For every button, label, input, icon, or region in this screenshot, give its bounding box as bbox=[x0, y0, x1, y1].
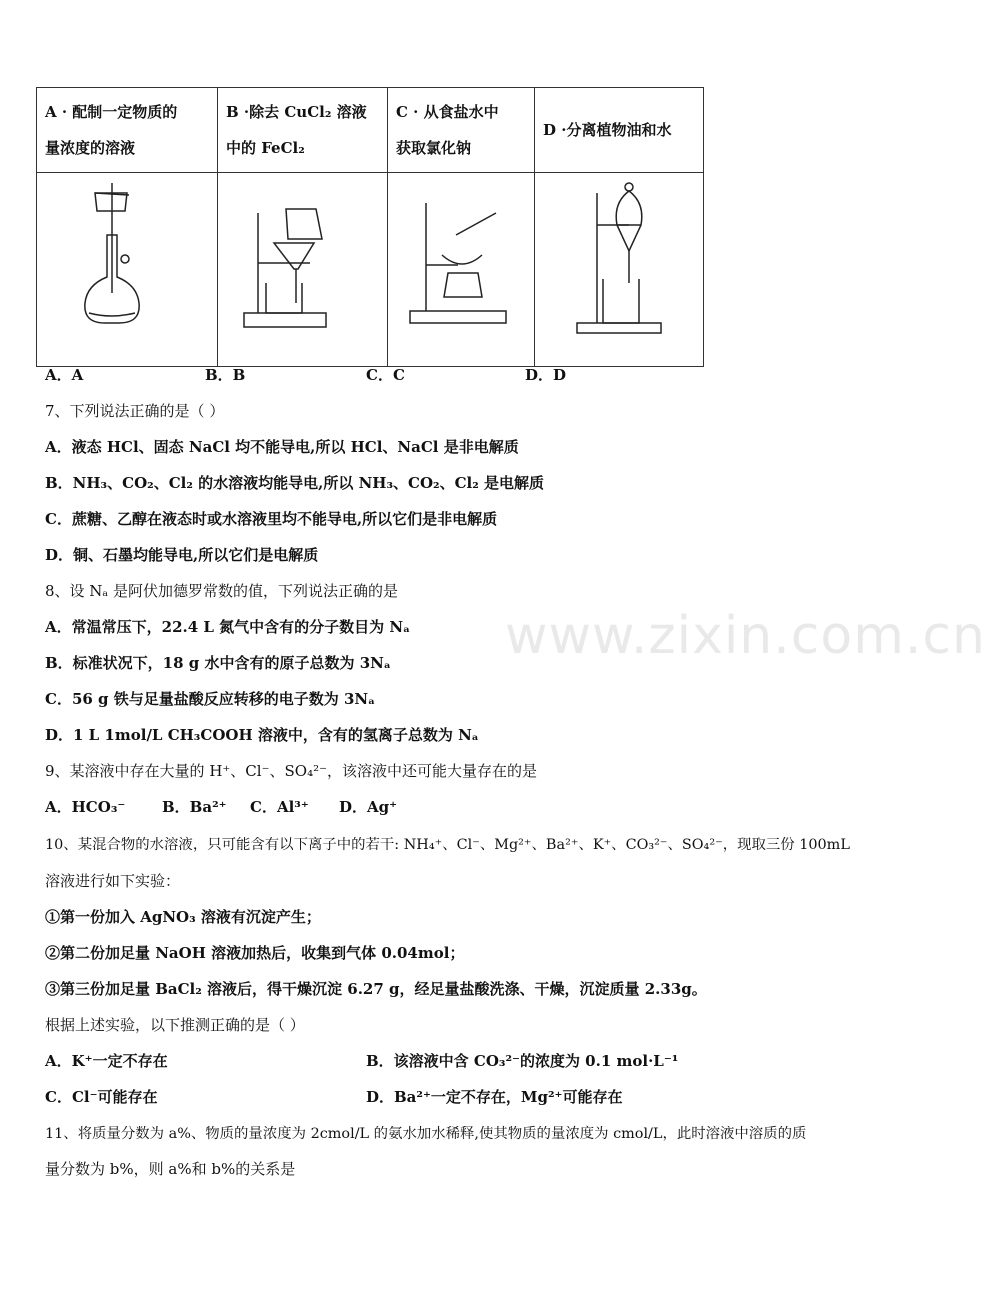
q9-option-b[interactable]: B．Ba²⁺ bbox=[162, 798, 227, 816]
filtration-figure bbox=[218, 173, 388, 367]
evaporation-figure bbox=[388, 173, 535, 367]
q8-option-a[interactable]: A．常温常压下，22.4 L 氮气中含有的分子数目为 Nₐ bbox=[45, 618, 411, 636]
q8-option-b[interactable]: B．标准状况下，18 g 水中含有的原子总数为 3Nₐ bbox=[45, 654, 391, 672]
separatory-funnel-figure bbox=[535, 173, 704, 367]
option-a-header: A · 配制一定物质的 量浓度的溶液 bbox=[37, 88, 218, 173]
q6-option-d[interactable]: D．D bbox=[525, 366, 567, 384]
q10-stem-line1: 10、某混合物的水溶液，只可能含有以下离子中的若干: NH₄⁺、Cl⁻、Mg²⁺、Ba²⁺、K⁺、CO₃²⁻、SO₄²⁻，现取三份 100mL bbox=[45, 837, 850, 853]
q6-option-a[interactable]: A．A bbox=[45, 366, 84, 384]
q10-step-2: ②第二份加足量 NaOH 溶液加热后，收集到气体 0.04mol； bbox=[45, 944, 465, 962]
q10-stem-line2: 溶液进行如下实验： bbox=[45, 872, 181, 890]
option-c-header: C · 从食盐水中 获取氯化钠 bbox=[388, 88, 535, 173]
q6-option-b[interactable]: B．B bbox=[205, 366, 246, 384]
q10-option-c[interactable]: C．Cl⁻可能存在 bbox=[45, 1088, 158, 1106]
q7-option-b[interactable]: B．NH₃、CO₂、Cl₂ 的水溶液均能导电,所以 NH₃、CO₂、Cl₂ 是电解质 bbox=[45, 474, 545, 492]
q8-stem: 8、设 Nₐ 是阿伏加德罗常数的值，下列说法正确的是 bbox=[45, 582, 398, 600]
q10-option-b[interactable]: B．该溶液中含 CO₃²⁻的浓度为 0.1 mol·L⁻¹ bbox=[366, 1052, 679, 1070]
q10-step-3: ③第三份加足量 BaCl₂ 溶液后，得干燥沉淀 6.27 g，经足量盐酸洗涤、干燥，沉淀质量 2.33g。 bbox=[45, 980, 707, 998]
q8-option-c[interactable]: C．56 g 铁与足量盐酸反应转移的电子数为 3Nₐ bbox=[45, 690, 376, 708]
q11-stem-line1: 11、将质量分数为 a%、物质的量浓度为 2cmol/L 的氨水加水稀释,使其物质的量浓度为 cmol/L，此时溶液中溶质的质 bbox=[45, 1126, 807, 1142]
q9-stem: 9、某溶液中存在大量的 H⁺、Cl⁻、SO₄²⁻，该溶液中还可能大量存在的是 bbox=[45, 762, 538, 780]
q10-ask: 根据上述实验，以下推测正确的是（ ） bbox=[45, 1016, 305, 1034]
q10-step-1: ①第一份加入 AgNO₃ 溶液有沉淀产生； bbox=[45, 908, 321, 926]
q7-stem: 7、下列说法正确的是（ ） bbox=[45, 402, 225, 420]
q7-option-c[interactable]: C．蔗糖、乙醇在液态时或水溶液里均不能导电,所以它们是非电解质 bbox=[45, 510, 498, 528]
volumetric-flask-figure bbox=[37, 173, 218, 367]
option-d-header: D ·分离植物油和水 bbox=[535, 88, 704, 173]
q10-option-d[interactable]: D．Ba²⁺一定不存在，Mg²⁺可能存在 bbox=[366, 1088, 623, 1106]
q8-option-d[interactable]: D．1 L 1mol/L CH₃COOH 溶液中，含有的氢离子总数为 Nₐ bbox=[45, 726, 479, 744]
q9-option-c[interactable]: C．Al³⁺ bbox=[250, 798, 309, 816]
q10-option-a[interactable]: A．K⁺一定不存在 bbox=[45, 1052, 168, 1070]
q9-option-d[interactable]: D．Ag⁺ bbox=[339, 798, 398, 816]
q7-option-a[interactable]: A．液态 HCl、固态 NaCl 均不能导电,所以 HCl、NaCl 是非电解质 bbox=[45, 438, 519, 456]
apparatus-table bbox=[36, 87, 704, 367]
q11-stem-line2: 量分数为 b%，则 a%和 b%的关系是 bbox=[45, 1160, 296, 1178]
q6-option-c[interactable]: C．C bbox=[366, 366, 405, 384]
q9-option-a[interactable]: A．HCO₃⁻ bbox=[45, 798, 126, 816]
option-b-header: B ·除去 CuCl₂ 溶液 中的 FeCl₂ bbox=[218, 88, 388, 173]
watermark: www.zixin.com.cn bbox=[505, 606, 986, 666]
q7-option-d[interactable]: D．铜、石墨均能导电,所以它们是电解质 bbox=[45, 546, 319, 564]
